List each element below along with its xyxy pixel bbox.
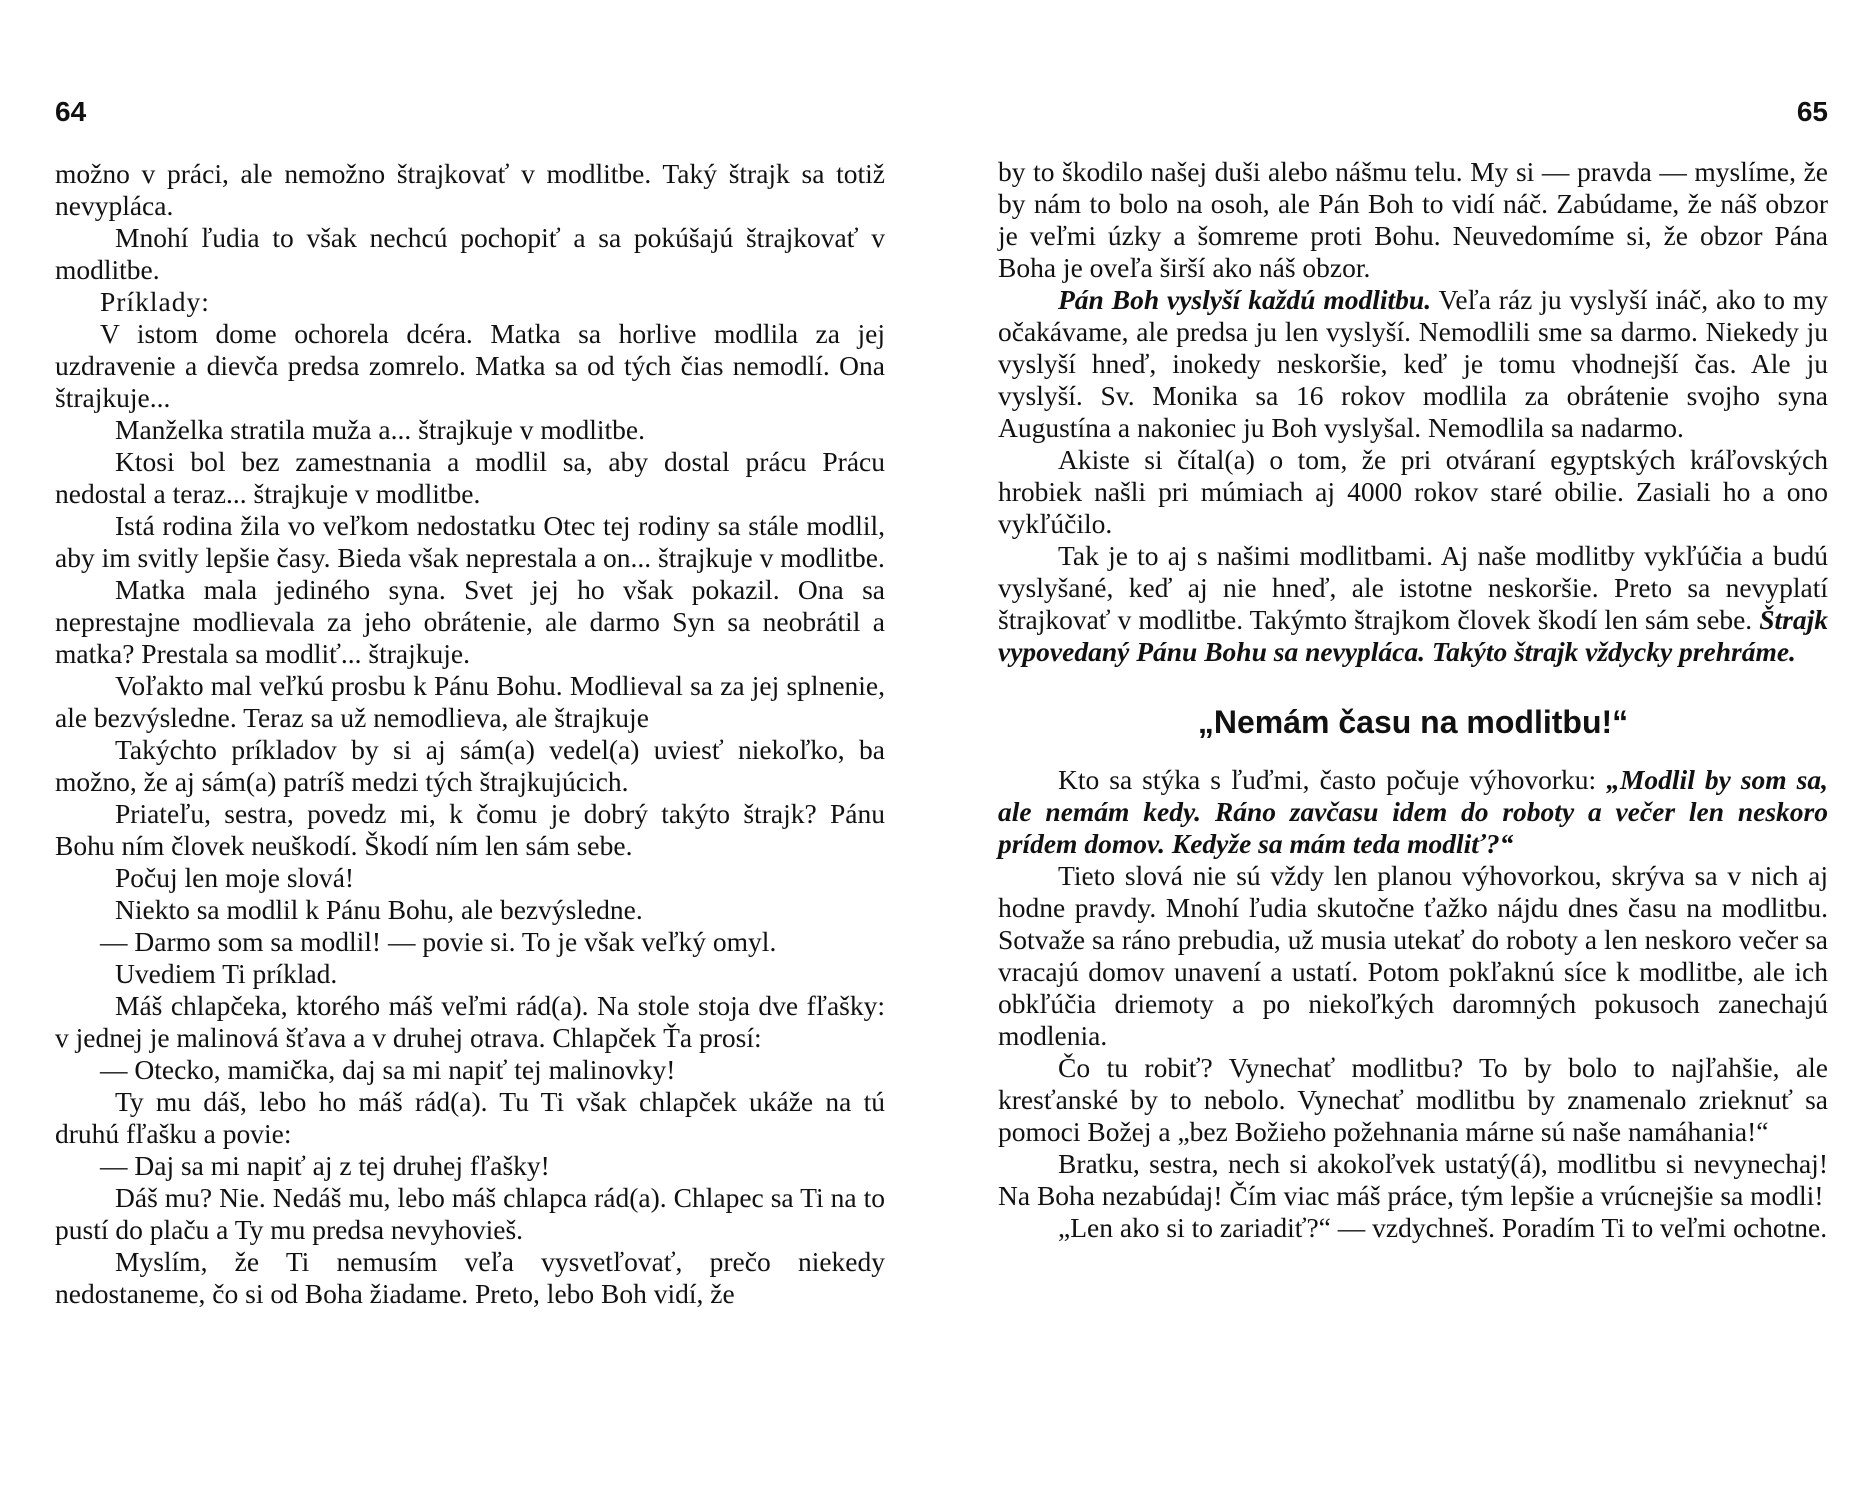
paragraph: [998, 764, 1828, 860]
paragraph: Tieto slová nie sú vždy len planou výhovorkou, skrýva sa v nich aj hodne pravdy. Mnohí ľudia skutočne ťažko nájdu dnes času na modlitbu. Sotvaže sa ráno prebudia, už musia utekať do roboty a len neskoro večer sa vracajú domov unavení a ustatí. Potom pokľaknú síce k modlitbe, ale ich obkľúčia driemoty a po niekoľkých daromných pokusoch zanechajú modlenia.: [998, 860, 1828, 1051]
emphasis-text: Štrajk vypovedaný Pánu Bohu sa nevypláca. Takýto štrajk vždycky prehráme.: [998, 604, 1828, 667]
paragraph: Niekto sa modlil k Pánu Bohu, ale bezvýsledne.: [115, 894, 643, 925]
paragraph: Počuj len moje slová!: [115, 862, 355, 893]
paragraph: — Otecko, mamička, daj sa mi napiť tej malinovky!: [100, 1054, 676, 1085]
paragraph: Máš chlapčeka, ktorého máš veľmi rád(a). Na stole stoja dve fľašky: v jednej je malinová šťava a v druhej otrava. Chlapček Ťa prosí:: [55, 990, 885, 1053]
paragraph: Ktosi bol bez zamestnania a modlil sa, aby dostal prácu Prácu nedostal a teraz... štrajkuje v modlitbe.: [55, 446, 885, 509]
paragraph: Akiste si čítal(a) o tom, že pri otváraní egyptských kráľovských hrobiek našli pri múmiach aj 4000 rokov staré obilie. Zasiali ho a ono vykľúčilo.: [998, 444, 1828, 539]
paragraph-text: Kto sa stýka s ľuďmi, často počuje výhovorku:: [1058, 764, 1607, 795]
paragraph: Bratku, sestra, nech si akokoľvek ustatý(á), modlitbu si nevynechaj! Na Boha nezabúdaj! Čím viac máš práce, tým lepšie a vrúcnejšie sa modli!: [998, 1148, 1828, 1211]
paragraph: možno v práci, ale nemožno štrajkovať v modlitbe. Taký štrajk sa totiž nevypláca.: [55, 158, 885, 221]
emphasis-text: „Modlil by som sa, ale nemám kedy. Ráno zavčasu idem do roboty a večer len neskoro prídem domov. Kedyže sa mám teda modliť?“: [998, 764, 1829, 859]
paragraph: Uvediem Ti príklad.: [115, 958, 338, 989]
section-heading: „Nemám času na modlitbu!“: [1197, 704, 1629, 740]
paragraph: by to škodilo našej duši alebo nášmu telu. My si — pravda — myslíme, že by nám to bolo na osoh, ale Pán Boh to vidí náč. Zabúdame, že náš obzor je veľmi úzky a šomreme proti Bohu. Neuvedomíme si, že obzor Pána Boha je oveľa širší ako náš obzor.: [998, 156, 1828, 283]
examples-label: Príklady:: [100, 286, 210, 317]
paragraph: Manželka stratila muža a... štrajkuje v modlitbe.: [115, 414, 645, 445]
paragraph: [998, 540, 1828, 668]
right-page-text: [998, 156, 1828, 1244]
paragraph-text: Veľa ráz ju vyslyší ináč, ako to my očakávame, ale predsa ju len vyslyší. Nemodlili sme sa darmo. Niekedy ju vyslyší hneď, inokedy neskoršie, keď je tomu vhodnejší čas. Ale ju vyslyší. Sv. Monika sa 16 rokov modlila za obrátenie svojho syna Augustína a nakoniec ju Boh vyslyšal. Nemodlila sa nadarmo.: [998, 284, 1828, 443]
page-number-right: 65: [1796, 96, 1828, 127]
left-page-text: [55, 158, 885, 1310]
paragraph: Myslím, že Ti nemusím veľa vysvetľovať, prečo niekedy nedostaneme, čo si od Boha žiadame. Preto, lebo Boh vidí, že: [55, 1246, 885, 1309]
left-page: [55, 0, 885, 1500]
paragraph-text: Tak je to aj s našimi modlitbami. Aj naše modlitby vykľúčia a budú vyslyšané, keď aj nie hneď, ale istotne neskoršie. Preto sa nevyplatí štrajkovať v modlitbe. Takýmto štrajkom človek škodí len sám sebe.: [998, 540, 1828, 635]
paragraph: [998, 284, 1828, 444]
right-page: [998, 0, 1828, 1500]
paragraph: Takýchto príkladov by si aj sám(a) vedel(a) uviesť niekoľko, ba možno, že aj sám(a) patríš medzi tých štrajkujúcich.: [55, 734, 885, 797]
paragraph: — Darmo som sa modlil! — povie si. To je však veľký omyl.: [100, 926, 777, 957]
paragraph: Dáš mu? Nie. Nedáš mu, lebo máš chlapca rád(a). Chlapec sa Ti na to pustí do plaču a Ty mu predsa nevyhovieš.: [55, 1182, 885, 1245]
paragraph: Mnohí ľudia to však nechcú pochopiť a sa pokúšajú štrajkovať v modlitbe.: [55, 222, 885, 285]
emphasis-text: Pán Boh vyslyší každú modlitbu.: [1058, 284, 1432, 315]
paragraph: V istom dome ochorela dcéra. Matka sa horlive modlila za jej uzdravenie a dievča predsa zomrelo. Matka sa od tých čias nemodlí. Ona štrajkuje...: [55, 318, 885, 413]
paragraph: Priateľu, sestra, povedz mi, k čomu je dobrý takýto štrajk? Pánu Bohu ním človek neuškodí. Škodí ním len sám sebe.: [55, 798, 885, 861]
paragraph: Čo tu robiť? Vynechať modlitbu? To by bolo to najľahšie, ale kresťanské by to nebolo. Vynechať modlitbu by znamenalo zrieknuť sa pomoci Božej a „bez Božieho požehnania márne sú naše namáhania!“: [998, 1052, 1828, 1147]
paragraph: Istá rodina žila vo veľkom nedostatku Otec tej rodiny sa stále modlil, aby im svitly lepšie časy. Bieda však neprestala a on... štrajkuje v modlitbe.: [55, 510, 885, 573]
paragraph: Matka mala jediného syna. Svet jej ho však pokazil. Ona sa neprestajne modlievala za jeho obrátenie, ale darmo Syn sa neobrátil a matka? Prestala sa modliť... štrajkuje.: [55, 574, 885, 669]
paragraph: — Daj sa mi napiť aj z tej druhej fľašky!: [100, 1150, 550, 1181]
paragraph: „Len ako si to zariadiť?“ — vzdychneš. Poradím Ti to veľmi ochotne.: [1058, 1212, 1828, 1243]
page-number-left: 64: [55, 96, 87, 127]
paragraph: Ty mu dáš, lebo ho máš rád(a). Tu Ti však chlapček ukáže na tú druhú fľašku a povie:: [55, 1086, 885, 1149]
paragraph: Voľakto mal veľkú prosbu k Pánu Bohu. Modlieval sa za jej splnenie, ale bezvýsledne. Teraz sa už nemodlieva, ale štrajkuje: [55, 670, 885, 733]
